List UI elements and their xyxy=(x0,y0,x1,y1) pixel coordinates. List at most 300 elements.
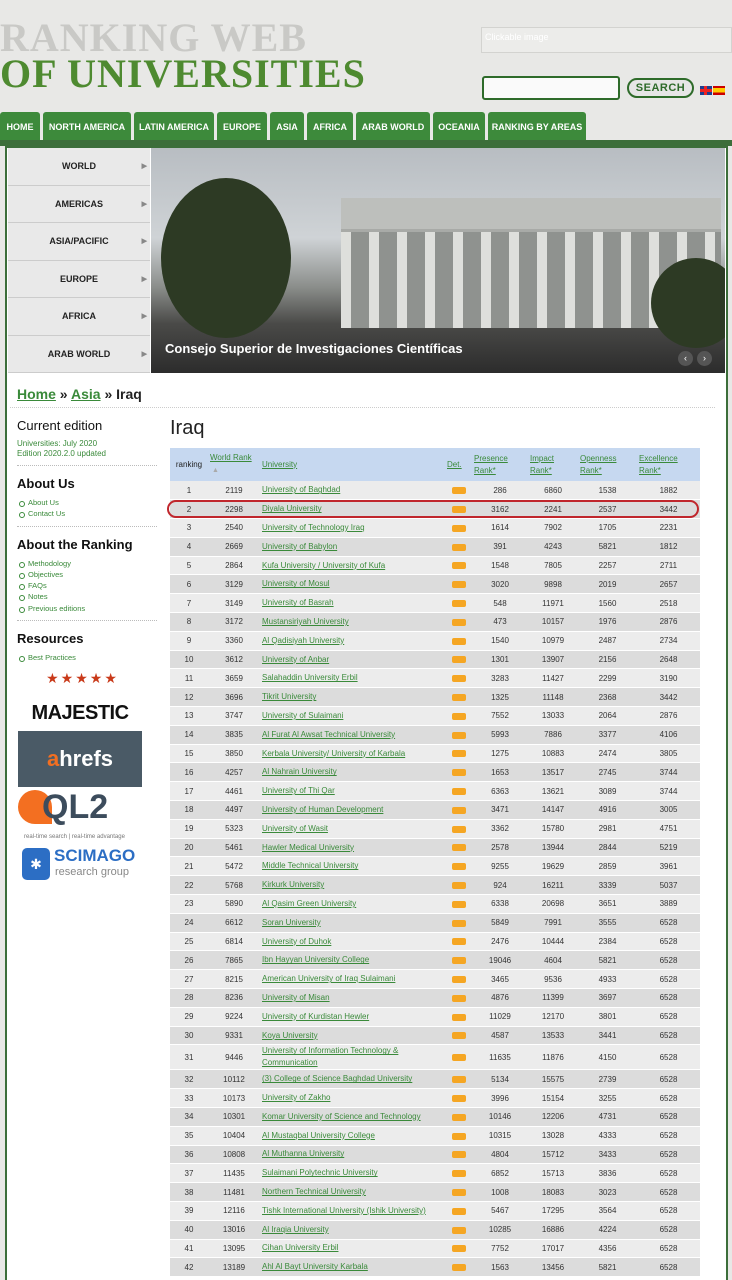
cell-impact: 7991 xyxy=(528,913,578,932)
details-icon[interactable] xyxy=(452,826,466,833)
university-link[interactable]: University of Information Technology & Communication xyxy=(260,1045,445,1070)
nav-tab-oceania[interactable]: OCEANIA xyxy=(433,112,485,142)
cell-world-rank: 10173 xyxy=(208,1089,260,1108)
scimago-logo[interactable] xyxy=(22,846,142,882)
cell-rank: 22 xyxy=(170,876,208,895)
university-link[interactable]: University of Mosul xyxy=(260,575,445,594)
cell-presence: 1301 xyxy=(472,650,528,669)
table-row xyxy=(170,876,700,895)
region-item-africa[interactable] xyxy=(8,298,150,336)
details-icon[interactable] xyxy=(452,995,466,1002)
cell-excellence: 2711 xyxy=(637,556,700,575)
hero-slideshow[interactable] xyxy=(151,148,725,373)
cell-world-rank: 10404 xyxy=(208,1126,260,1145)
cell-rank: 30 xyxy=(170,1026,208,1045)
details-icon[interactable] xyxy=(452,525,466,532)
triangle-right-icon: ▶ xyxy=(141,163,147,170)
cell-excellence: 1812 xyxy=(637,537,700,556)
cell-excellence: 6528 xyxy=(637,1026,700,1045)
cell-impact: 7902 xyxy=(528,519,578,538)
cell-impact: 11876 xyxy=(528,1045,578,1070)
details-icon[interactable] xyxy=(452,1133,466,1140)
cell-world-rank: 4461 xyxy=(208,782,260,801)
region-label: ASIA/PACIFIC xyxy=(49,236,109,246)
university-link[interactable]: Komar University of Science and Technology xyxy=(260,1108,445,1127)
cell-openness: 3089 xyxy=(578,782,637,801)
table-row xyxy=(170,763,700,782)
cell-presence: 6363 xyxy=(472,782,528,801)
university-link[interactable]: Diyala University xyxy=(260,500,445,519)
spain-flag-icon[interactable] xyxy=(713,86,725,95)
cell-openness: 3339 xyxy=(578,876,637,895)
details-icon[interactable] xyxy=(452,1245,466,1252)
row-highlight-annotation xyxy=(167,500,699,518)
breadcrumb-home[interactable]: Home xyxy=(17,386,56,402)
cell-det xyxy=(445,1045,472,1070)
cell-openness: 2474 xyxy=(578,744,637,763)
university-link[interactable]: Koya University xyxy=(260,1026,445,1045)
university-link[interactable]: University of Kurdistan Hewler xyxy=(260,1007,445,1026)
cell-det xyxy=(445,989,472,1008)
hero-caption: Consejo Superior de Investigaciones Científicas xyxy=(165,341,463,356)
university-link[interactable]: Northern Technical University xyxy=(260,1183,445,1202)
cell-world-rank: 6612 xyxy=(208,913,260,932)
table-row xyxy=(170,913,700,932)
table-row xyxy=(170,1126,700,1145)
nav-tab-ranking-by-areas[interactable]: RANKING BY AREAS xyxy=(488,112,586,142)
scimago-mark-icon: ✱ xyxy=(22,848,50,880)
cell-excellence: 6528 xyxy=(637,913,700,932)
cell-openness: 2739 xyxy=(578,1070,637,1089)
cell-det xyxy=(445,895,472,914)
cell-rank: 1 xyxy=(170,481,208,500)
cell-excellence: 3961 xyxy=(637,857,700,876)
cell-rank: 12 xyxy=(170,688,208,707)
cell-presence: 286 xyxy=(472,481,528,500)
table-row xyxy=(170,951,700,970)
link-notes[interactable]: Notes xyxy=(17,591,157,602)
clickable-image[interactable]: Clickable image xyxy=(481,27,732,53)
breadcrumb-asia[interactable]: Asia xyxy=(70,386,101,402)
cell-world-rank: 13095 xyxy=(208,1239,260,1258)
cell-openness: 4933 xyxy=(578,970,637,989)
cell-excellence: 2518 xyxy=(637,594,700,613)
cell-det xyxy=(445,1239,472,1258)
cell-impact: 14147 xyxy=(528,801,578,820)
cell-world-rank: 9224 xyxy=(208,1007,260,1026)
tree-shape xyxy=(161,178,291,338)
cell-impact: 10157 xyxy=(528,613,578,632)
details-icon[interactable] xyxy=(452,1076,466,1083)
col-header-presence[interactable]: Presence Rank* xyxy=(472,448,528,481)
cell-excellence: 2231 xyxy=(637,519,700,538)
majestic-logo[interactable] xyxy=(20,670,140,726)
cell-impact: 11427 xyxy=(528,669,578,688)
table-row xyxy=(170,801,700,820)
cell-impact: 10444 xyxy=(528,932,578,951)
cell-det xyxy=(445,951,472,970)
cell-rank: 40 xyxy=(170,1220,208,1239)
col-header-impact[interactable]: Impact Rank* xyxy=(528,448,578,481)
university-link[interactable]: University of Sulaimani xyxy=(260,707,445,726)
region-item-europe[interactable] xyxy=(8,261,150,299)
cell-rank: 25 xyxy=(170,932,208,951)
details-icon[interactable] xyxy=(452,1264,466,1271)
table-row xyxy=(170,895,700,914)
details-icon[interactable] xyxy=(452,600,466,607)
cell-openness: 4224 xyxy=(578,1220,637,1239)
site-logo[interactable] xyxy=(0,15,366,96)
cell-impact: 2241 xyxy=(528,500,578,519)
ahrefs-logo[interactable] xyxy=(18,731,142,787)
details-icon[interactable] xyxy=(452,713,466,720)
edition-universities: Universities: July 2020 xyxy=(17,439,98,448)
details-icon[interactable] xyxy=(452,732,466,739)
cell-excellence: 6528 xyxy=(637,1220,700,1239)
details-icon[interactable] xyxy=(452,957,466,964)
details-icon[interactable] xyxy=(452,694,466,701)
cell-rank: 6 xyxy=(170,575,208,594)
cell-world-rank: 10301 xyxy=(208,1108,260,1127)
details-icon[interactable] xyxy=(452,656,466,663)
current-edition-heading: Current edition xyxy=(17,418,103,433)
cell-excellence: 3744 xyxy=(637,763,700,782)
cell-world-rank: 4257 xyxy=(208,763,260,782)
university-link[interactable]: University of Human Development xyxy=(260,801,445,820)
nav-tab-africa[interactable]: AFRICA xyxy=(307,112,353,142)
details-icon[interactable] xyxy=(452,1114,466,1121)
details-icon[interactable] xyxy=(452,750,466,757)
university-link[interactable]: Sulaimani Polytechnic University xyxy=(260,1164,445,1183)
cell-world-rank: 6814 xyxy=(208,932,260,951)
university-link[interactable]: University of Misan xyxy=(260,989,445,1008)
cell-openness: 1705 xyxy=(578,519,637,538)
university-link[interactable]: University of Technology Iraq xyxy=(260,519,445,538)
region-label: AFRICA xyxy=(62,311,96,321)
resources-links xyxy=(17,652,157,663)
link-contact-us[interactable]: Contact Us xyxy=(17,508,157,519)
details-icon[interactable] xyxy=(452,844,466,851)
cell-impact: 16886 xyxy=(528,1220,578,1239)
cell-presence: 3996 xyxy=(472,1089,528,1108)
region-item-americas[interactable] xyxy=(8,186,150,224)
uk-flag-icon[interactable] xyxy=(700,86,712,95)
university-link[interactable]: University of Basrah xyxy=(260,594,445,613)
details-icon[interactable] xyxy=(452,544,466,551)
nav-tab-arab-world[interactable]: ARAB WORLD xyxy=(356,112,430,142)
details-icon[interactable] xyxy=(452,1170,466,1177)
cell-impact: 4243 xyxy=(528,537,578,556)
link-faqs[interactable]: FAQs xyxy=(17,580,157,591)
cell-impact: 15712 xyxy=(528,1145,578,1164)
university-link[interactable]: Mustansiriyah University xyxy=(260,613,445,632)
link-best-practices[interactable]: Best Practices xyxy=(17,652,157,663)
cell-openness: 2487 xyxy=(578,631,637,650)
search-input[interactable] xyxy=(482,76,620,100)
breadcrumb-separator: » xyxy=(104,386,113,402)
details-icon[interactable] xyxy=(452,581,466,588)
cell-excellence: 6528 xyxy=(637,1070,700,1089)
cell-openness: 3433 xyxy=(578,1145,637,1164)
cell-impact: 7805 xyxy=(528,556,578,575)
cell-rank: 7 xyxy=(170,594,208,613)
university-link[interactable]: Middle Technical University xyxy=(260,857,445,876)
cell-excellence: 6528 xyxy=(637,951,700,970)
cell-openness: 1560 xyxy=(578,594,637,613)
details-icon[interactable] xyxy=(452,487,466,494)
cell-rank: 17 xyxy=(170,782,208,801)
cell-openness: 4150 xyxy=(578,1045,637,1070)
link-objectives[interactable]: Objectives xyxy=(17,569,157,580)
cell-rank: 8 xyxy=(170,613,208,632)
col-header-det[interactable]: Det. xyxy=(445,448,472,481)
details-icon[interactable] xyxy=(452,638,466,645)
cell-rank: 11 xyxy=(170,669,208,688)
slide-prev-button[interactable]: ‹ xyxy=(678,351,693,366)
university-link[interactable]: Al Qadisiyah University xyxy=(260,631,445,650)
cell-presence: 7552 xyxy=(472,707,528,726)
details-icon[interactable] xyxy=(452,807,466,814)
cell-presence: 548 xyxy=(472,594,528,613)
link-about-us[interactable]: About Us xyxy=(17,497,157,508)
details-icon[interactable] xyxy=(452,1151,466,1158)
details-icon[interactable] xyxy=(452,1208,466,1215)
details-icon[interactable] xyxy=(452,901,466,908)
details-icon[interactable] xyxy=(452,562,466,569)
university-link[interactable]: Al Muthanna University xyxy=(260,1145,445,1164)
table-row xyxy=(170,1220,700,1239)
cell-world-rank: 2119 xyxy=(208,481,260,500)
cell-det xyxy=(445,1220,472,1239)
table-row xyxy=(170,1089,700,1108)
details-icon[interactable] xyxy=(452,788,466,795)
university-link[interactable]: Cihan University Erbil xyxy=(260,1239,445,1258)
cell-impact: 4604 xyxy=(528,951,578,970)
cell-presence: 2476 xyxy=(472,932,528,951)
cell-rank: 4 xyxy=(170,537,208,556)
nav-tab-north-america[interactable]: NORTH AMERICA xyxy=(43,112,131,142)
cell-world-rank: 3149 xyxy=(208,594,260,613)
university-link[interactable]: University of Babylon xyxy=(260,537,445,556)
cell-rank: 2 xyxy=(170,500,208,519)
details-icon[interactable] xyxy=(452,920,466,927)
cell-impact: 9536 xyxy=(528,970,578,989)
search-button[interactable]: SEARCH xyxy=(627,78,694,98)
cell-openness: 2844 xyxy=(578,838,637,857)
cell-det xyxy=(445,1183,472,1202)
university-link[interactable]: Kirkurk University xyxy=(260,876,445,895)
cell-openness: 5821 xyxy=(578,951,637,970)
university-link[interactable]: Kufa University / University of Kufa xyxy=(260,556,445,575)
region-item-asia-pacific[interactable] xyxy=(8,223,150,261)
table-row xyxy=(170,819,700,838)
sort-ascending-icon: ▲ xyxy=(212,467,219,474)
cell-world-rank: 3612 xyxy=(208,650,260,669)
cell-impact: 6860 xyxy=(528,481,578,500)
cell-rank: 41 xyxy=(170,1239,208,1258)
link-methodology[interactable]: Methodology xyxy=(17,558,157,569)
university-link[interactable]: Al Iraqia University xyxy=(260,1220,445,1239)
cell-presence: 1325 xyxy=(472,688,528,707)
cell-det xyxy=(445,481,472,500)
cell-presence: 1008 xyxy=(472,1183,528,1202)
link-previous-editions[interactable]: Previous editions xyxy=(17,603,157,614)
cell-impact: 12206 xyxy=(528,1108,578,1127)
cell-impact: 13028 xyxy=(528,1126,578,1145)
region-menu xyxy=(8,148,150,373)
university-link[interactable]: University of Wasit xyxy=(260,819,445,838)
cell-rank: 15 xyxy=(170,744,208,763)
cell-openness: 3023 xyxy=(578,1183,637,1202)
details-icon[interactable] xyxy=(452,938,466,945)
cell-openness: 5821 xyxy=(578,537,637,556)
nav-tab-asia[interactable]: ASIA xyxy=(270,112,304,142)
details-icon[interactable] xyxy=(452,1032,466,1039)
cell-excellence: 5219 xyxy=(637,838,700,857)
cell-excellence: 6528 xyxy=(637,932,700,951)
details-icon[interactable] xyxy=(452,863,466,870)
cell-openness: 2981 xyxy=(578,819,637,838)
university-link[interactable]: University of Duhok xyxy=(260,932,445,951)
table-row xyxy=(170,1145,700,1164)
cell-presence: 1540 xyxy=(472,631,528,650)
details-icon[interactable] xyxy=(452,976,466,983)
cell-presence: 4876 xyxy=(472,989,528,1008)
details-icon[interactable] xyxy=(452,675,466,682)
details-icon[interactable] xyxy=(452,1095,466,1102)
region-item-world[interactable] xyxy=(8,148,150,186)
university-link[interactable]: University of Thi Qar xyxy=(260,782,445,801)
region-item-arab-world[interactable] xyxy=(8,336,150,374)
university-link[interactable]: Al Nahrain University xyxy=(260,763,445,782)
about-ranking-links xyxy=(17,558,157,614)
cell-presence: 5993 xyxy=(472,725,528,744)
cell-excellence: 3442 xyxy=(637,500,700,519)
cell-det xyxy=(445,1145,472,1164)
cell-excellence: 6528 xyxy=(637,1183,700,1202)
university-link[interactable]: Al Furat Al Awsat Technical University xyxy=(260,725,445,744)
details-icon[interactable] xyxy=(452,619,466,626)
cell-rank: 13 xyxy=(170,707,208,726)
university-link[interactable]: Al Mustaqbal University College xyxy=(260,1126,445,1145)
cell-impact: 10883 xyxy=(528,744,578,763)
details-icon[interactable] xyxy=(452,769,466,776)
cell-rank: 24 xyxy=(170,913,208,932)
university-link[interactable]: University of Anbar xyxy=(260,650,445,669)
table-row xyxy=(170,1201,700,1220)
cell-presence: 11635 xyxy=(472,1045,528,1070)
university-link[interactable]: Tikrit University xyxy=(260,688,445,707)
cell-presence: 10285 xyxy=(472,1220,528,1239)
cell-impact: 13456 xyxy=(528,1258,578,1277)
cell-presence: 924 xyxy=(472,876,528,895)
cell-excellence: 3805 xyxy=(637,744,700,763)
cell-det xyxy=(445,631,472,650)
details-icon[interactable] xyxy=(452,1189,466,1196)
slide-next-button[interactable]: › xyxy=(697,351,712,366)
cell-openness: 2859 xyxy=(578,857,637,876)
ql2-logo[interactable] xyxy=(18,790,142,842)
university-link[interactable]: Ibn Hayyan University College xyxy=(260,951,445,970)
triangle-right-icon: ▶ xyxy=(141,350,147,358)
university-link[interactable]: Al Qasim Green University xyxy=(260,895,445,914)
cell-openness: 3555 xyxy=(578,913,637,932)
university-link[interactable]: Ahl Al Bayt University Karbala xyxy=(260,1258,445,1277)
table-row xyxy=(170,838,700,857)
table-row xyxy=(170,631,700,650)
cell-impact: 15154 xyxy=(528,1089,578,1108)
about-ranking-heading: About the Ranking xyxy=(17,536,133,552)
cell-openness: 4333 xyxy=(578,1126,637,1145)
table-row xyxy=(170,970,700,989)
scimago-wordmark: SCIMAGO xyxy=(54,846,136,865)
university-link[interactable]: University of Baghdad xyxy=(260,481,445,500)
col-header-excellence[interactable]: Excellence Rank* xyxy=(637,448,700,481)
university-link[interactable]: (3) College of Science Baghdad University xyxy=(260,1070,445,1089)
cell-world-rank: 11435 xyxy=(208,1164,260,1183)
cell-excellence: 6528 xyxy=(637,989,700,1008)
cell-impact: 11399 xyxy=(528,989,578,1008)
cell-rank: 21 xyxy=(170,857,208,876)
cell-rank: 29 xyxy=(170,1007,208,1026)
cell-presence: 5134 xyxy=(472,1070,528,1089)
university-link[interactable]: Hawler Medical University xyxy=(260,838,445,857)
cell-world-rank: 3747 xyxy=(208,707,260,726)
cell-world-rank: 10808 xyxy=(208,1145,260,1164)
nav-tab-latin-america[interactable]: LATIN AMERICA xyxy=(134,112,214,142)
details-icon[interactable] xyxy=(452,1227,466,1234)
cell-openness: 3651 xyxy=(578,895,637,914)
cell-excellence: 3190 xyxy=(637,669,700,688)
university-link[interactable]: University of Zakho xyxy=(260,1089,445,1108)
cell-world-rank: 3360 xyxy=(208,631,260,650)
cell-rank: 33 xyxy=(170,1089,208,1108)
details-icon[interactable] xyxy=(452,1054,466,1061)
cell-openness: 4731 xyxy=(578,1108,637,1127)
logo-line-2: OF UNIVERSITIES xyxy=(0,51,366,96)
cell-openness: 3441 xyxy=(578,1026,637,1045)
university-link[interactable]: Tishk International University (Ishik University) xyxy=(260,1201,445,1220)
cell-presence: 3283 xyxy=(472,669,528,688)
cell-det xyxy=(445,1070,472,1089)
triangle-right-icon: ▶ xyxy=(141,313,147,320)
col-header-university[interactable]: University xyxy=(260,448,445,481)
divider xyxy=(10,407,715,408)
details-icon[interactable] xyxy=(452,882,466,889)
table-row xyxy=(170,688,700,707)
university-link[interactable]: Soran University xyxy=(260,913,445,932)
university-link[interactable]: Kerbala University/ University of Karbala xyxy=(260,744,445,763)
cell-excellence: 6528 xyxy=(637,1164,700,1183)
majestic-wordmark: MAJESTIC xyxy=(31,702,129,724)
university-link[interactable]: Salahaddin University Erbil xyxy=(260,669,445,688)
table-row xyxy=(170,707,700,726)
cell-world-rank: 10112 xyxy=(208,1070,260,1089)
cell-rank: 5 xyxy=(170,556,208,575)
cell-openness: 3564 xyxy=(578,1201,637,1220)
edition-version: Edition 2020.2.0 updated xyxy=(17,449,106,458)
nav-tab-europe[interactable]: EUROPE xyxy=(217,112,267,142)
cell-excellence: 3005 xyxy=(637,801,700,820)
nav-tab-home[interactable]: HOME xyxy=(0,112,40,142)
cell-world-rank: 7865 xyxy=(208,951,260,970)
col-header-world-rank[interactable]: World Rank▲ xyxy=(208,448,260,481)
col-header-openness[interactable]: Openness Rank* xyxy=(578,448,637,481)
cell-presence: 4587 xyxy=(472,1026,528,1045)
details-icon[interactable] xyxy=(452,1014,466,1021)
cell-rank: 10 xyxy=(170,650,208,669)
university-link[interactable]: American University of Iraq Sulaimani xyxy=(260,970,445,989)
